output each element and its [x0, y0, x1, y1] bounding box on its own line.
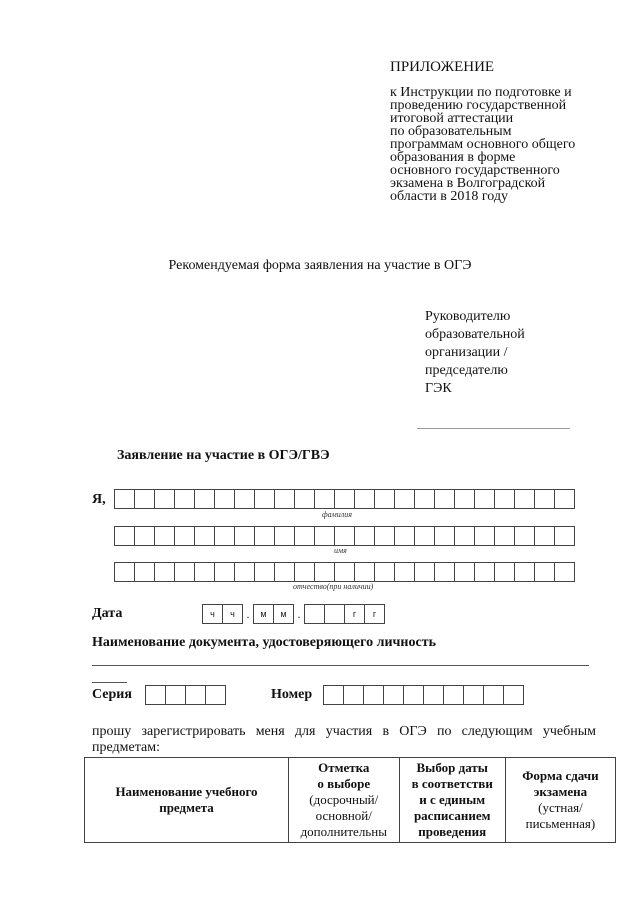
entry-cell[interactable] [534, 489, 555, 509]
entry-cell[interactable] [554, 526, 575, 546]
entry-cell[interactable] [174, 526, 195, 546]
header-text: (досрочный/ [309, 792, 379, 807]
name-prefix: Я, [92, 492, 106, 507]
series-label: Серия [92, 687, 132, 702]
entry-cell[interactable] [474, 562, 495, 582]
entry-cell[interactable] [354, 526, 375, 546]
addressee-signature-line[interactable] [417, 428, 570, 429]
entry-cell[interactable] [254, 489, 275, 509]
appendix-line: области в 2018 году [390, 189, 509, 204]
entry-cell[interactable] [294, 489, 315, 509]
entry-cell[interactable] [443, 685, 464, 705]
header-text: Выбор даты [416, 760, 488, 775]
addressee-line: организации / [425, 345, 508, 360]
form-title: Рекомендуемая форма заявления на участие в ОГЭ [168, 258, 472, 273]
request-text: прошу зарегистрировать меня для участия в ОГЭ по следующим учебным предметам: [92, 724, 596, 755]
header-exam-form [505, 758, 615, 843]
date-label: Дата [92, 606, 123, 621]
patronymic-field[interactable] [114, 562, 575, 582]
date-month-cell[interactable]: м [253, 604, 274, 624]
document-name-line-2[interactable] [92, 682, 127, 683]
subjects-table [84, 757, 616, 843]
entry-cell[interactable] [354, 562, 375, 582]
entry-cell[interactable] [554, 562, 575, 582]
entry-cell[interactable] [383, 685, 404, 705]
entry-cell[interactable] [394, 562, 415, 582]
appendix-title: ПРИЛОЖЕНИЕ [390, 59, 495, 75]
date-year-cell[interactable]: г [344, 604, 365, 624]
date-day-cells[interactable] [202, 604, 243, 624]
header-text: Наименование учебного [115, 784, 258, 799]
date-separator: . [246, 606, 250, 621]
addressee-line: председателю [425, 363, 508, 378]
entry-cell[interactable] [374, 562, 395, 582]
series-field[interactable] [145, 685, 226, 705]
header-text: Отметка [318, 760, 370, 775]
entry-cell[interactable] [214, 562, 235, 582]
entry-cell[interactable] [454, 489, 475, 509]
addressee-block [425, 308, 565, 398]
entry-cell[interactable] [554, 489, 575, 509]
entry-cell[interactable] [534, 562, 555, 582]
entry-cell[interactable] [314, 489, 335, 509]
appendix-line: по образовательным [390, 124, 512, 139]
entry-cell[interactable] [374, 489, 395, 509]
entry-cell[interactable] [374, 526, 395, 546]
date-month-cell[interactable]: м [273, 604, 294, 624]
entry-cell[interactable] [314, 526, 335, 546]
header-text: о выборе [317, 776, 371, 791]
entry-cell[interactable] [334, 562, 355, 582]
entry-cell[interactable] [343, 685, 364, 705]
entry-cell[interactable] [414, 489, 435, 509]
appendix-line: проведению государственной [390, 98, 567, 113]
appendix-line: основного государственного [390, 163, 560, 178]
addressee-line: образовательной [425, 327, 525, 342]
date-year-cell[interactable]: г [364, 604, 385, 624]
entry-cell[interactable] [463, 685, 484, 705]
entry-cell[interactable] [145, 685, 166, 705]
entry-cell[interactable] [454, 526, 475, 546]
date-year-cell[interactable] [304, 604, 325, 624]
entry-cell[interactable] [194, 526, 215, 546]
entry-cell[interactable] [363, 685, 384, 705]
header-text: проведения [418, 824, 487, 839]
header-text: в соответстви [411, 776, 493, 791]
header-text: экзамена [533, 784, 588, 799]
entry-cell[interactable] [185, 685, 206, 705]
application-heading: Заявление на участие в ОГЭ/ГВЭ [117, 448, 330, 463]
surname-caption: фамилия [322, 510, 352, 519]
entry-cell[interactable] [494, 562, 515, 582]
number-label: Номер [271, 687, 313, 702]
entry-cell[interactable] [294, 526, 315, 546]
appendix-line: образования в форме [390, 150, 516, 165]
entry-cell[interactable] [514, 526, 535, 546]
first-name-caption: имя [334, 546, 347, 555]
entry-cell[interactable] [514, 489, 535, 509]
entry-cell[interactable] [394, 526, 415, 546]
entry-cell[interactable] [503, 685, 524, 705]
entry-cell[interactable] [354, 489, 375, 509]
entry-cell[interactable] [514, 562, 535, 582]
entry-cell[interactable] [114, 489, 135, 509]
entry-cell[interactable] [294, 562, 315, 582]
entry-cell[interactable] [434, 489, 455, 509]
entry-cell[interactable] [234, 562, 255, 582]
date-year-cells[interactable] [304, 604, 385, 624]
entry-cell[interactable] [205, 685, 226, 705]
date-day-cell[interactable]: ч [222, 604, 243, 624]
entry-cell[interactable] [114, 562, 135, 582]
header-choice-mark [288, 758, 399, 843]
appendix-line: программам основного общего [390, 137, 576, 152]
entry-cell[interactable] [134, 526, 155, 546]
addressee-line: Руководителю [425, 309, 511, 324]
entry-cell[interactable] [274, 562, 295, 582]
header-text: и с единым [419, 792, 486, 807]
appendix-line: экзамена в Волгоградской [390, 176, 546, 191]
entry-cell[interactable] [474, 489, 495, 509]
appendix-reference [390, 86, 610, 203]
entry-cell[interactable] [274, 489, 295, 509]
date-day-cell[interactable]: ч [202, 604, 223, 624]
number-field[interactable] [323, 685, 524, 705]
surname-field[interactable] [114, 489, 575, 509]
first-name-field[interactable] [114, 526, 575, 546]
entry-cell[interactable] [254, 562, 275, 582]
entry-cell[interactable] [234, 526, 255, 546]
document-label: Наименование документа, удостоверяющего личность [92, 635, 436, 650]
date-separator: . [297, 606, 301, 621]
document-name-line[interactable] [92, 665, 589, 666]
appendix-line: к Инструкции по подготовке и [390, 85, 572, 100]
entry-cell[interactable] [194, 562, 215, 582]
entry-cell[interactable] [334, 489, 355, 509]
date-month-cells[interactable] [253, 604, 294, 624]
entry-cell[interactable] [274, 526, 295, 546]
entry-cell[interactable] [214, 489, 235, 509]
date-field [202, 604, 385, 624]
entry-cell[interactable] [334, 526, 355, 546]
entry-cell[interactable] [434, 526, 455, 546]
header-text: расписанием [413, 808, 491, 823]
addressee-line: ГЭК [425, 381, 452, 396]
entry-cell[interactable] [414, 526, 435, 546]
entry-cell[interactable] [234, 489, 255, 509]
entry-cell[interactable] [154, 562, 175, 582]
header-date-choice [399, 758, 505, 843]
entry-cell[interactable] [174, 562, 195, 582]
entry-cell[interactable] [474, 526, 495, 546]
entry-cell[interactable] [494, 489, 515, 509]
entry-cell[interactable] [494, 526, 515, 546]
header-text: письменная) [525, 816, 596, 831]
table-header-row [85, 758, 616, 843]
entry-cell[interactable] [454, 562, 475, 582]
header-text: дополнительны [300, 824, 387, 839]
entry-cell[interactable] [174, 489, 195, 509]
entry-cell[interactable] [323, 685, 344, 705]
entry-cell[interactable] [254, 526, 275, 546]
header-text: Форма сдачи [522, 768, 599, 783]
entry-cell[interactable] [214, 526, 235, 546]
entry-cell[interactable] [403, 685, 424, 705]
entry-cell[interactable] [314, 562, 335, 582]
appendix-line: итоговой аттестации [390, 111, 514, 126]
entry-cell[interactable] [154, 526, 175, 546]
entry-cell[interactable] [194, 489, 215, 509]
header-text: (устная/ [538, 800, 583, 815]
entry-cell[interactable] [114, 526, 135, 546]
header-text: основной/ [315, 808, 372, 823]
entry-cell[interactable] [394, 489, 415, 509]
header-text: предмета [159, 800, 214, 815]
entry-cell[interactable] [434, 562, 455, 582]
entry-cell[interactable] [154, 489, 175, 509]
header-subject-name [85, 758, 289, 843]
patronymic-caption: отчество(при наличии) [293, 582, 374, 591]
entry-cell[interactable] [423, 685, 444, 705]
entry-cell[interactable] [134, 562, 155, 582]
entry-cell[interactable] [534, 526, 555, 546]
entry-cell[interactable] [165, 685, 186, 705]
date-year-cell[interactable] [324, 604, 345, 624]
entry-cell[interactable] [414, 562, 435, 582]
entry-cell[interactable] [134, 489, 155, 509]
entry-cell[interactable] [483, 685, 504, 705]
